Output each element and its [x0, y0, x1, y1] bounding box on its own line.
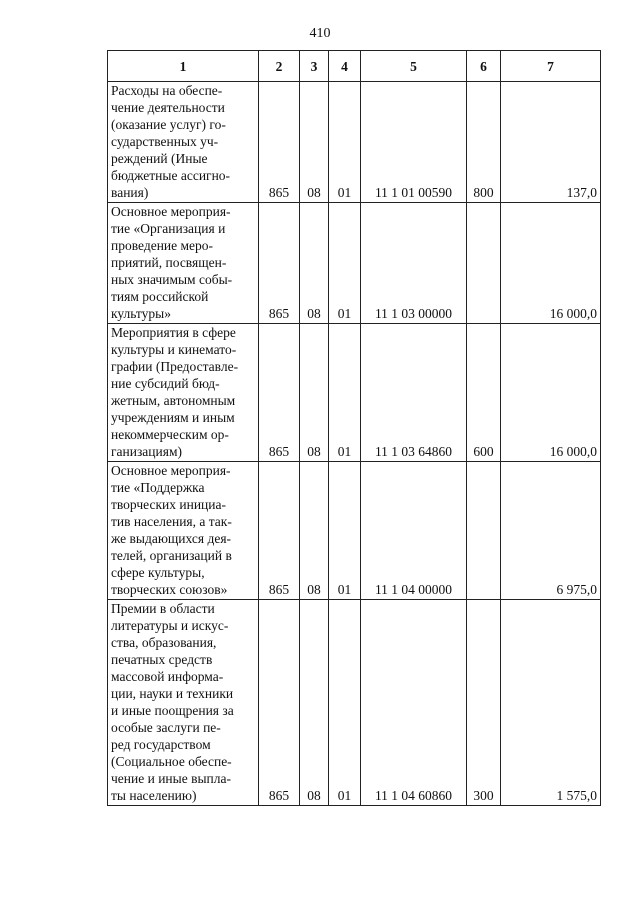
sum-cell: 137,0 [501, 82, 601, 203]
row-name-line: культуры и кинемато- [111, 342, 237, 357]
row-name-line: литературы и искус- [111, 618, 229, 633]
vr-cell [467, 203, 501, 324]
row-name-cell [108, 82, 259, 203]
row-name-line: вания) [111, 185, 149, 200]
ved-cell: 865 [259, 203, 300, 324]
row-name-line: некоммерческим ор- [111, 427, 229, 442]
row-name-line: культуры» [111, 306, 171, 321]
row-name-line: Премии в области [111, 601, 215, 616]
sum-cell: 16 000,0 [501, 324, 601, 462]
row-name-line: ганизациям) [111, 444, 183, 459]
row-name-line: ты населению) [111, 788, 197, 803]
row-name-line: же выдающихся дея- [111, 531, 232, 546]
csr-cell: 11 1 04 60860 [361, 600, 467, 806]
row-name-line: Расходы на обеспе- [111, 83, 223, 98]
vr-cell [467, 462, 501, 600]
table-row [108, 203, 601, 324]
row-name-line: тиям российской [111, 289, 209, 304]
row-name-line: (оказание услуг) го- [111, 117, 226, 132]
row-name-line: ции, науки и техники [111, 686, 234, 701]
row-name-line: тие «Поддержка [111, 480, 205, 495]
ved-cell: 865 [259, 82, 300, 203]
sum-cell: 16 000,0 [501, 203, 601, 324]
rz-cell: 08 [300, 82, 329, 203]
column-header: 2 [259, 51, 300, 82]
vr-cell: 600 [467, 324, 501, 462]
csr-cell: 11 1 04 00000 [361, 462, 467, 600]
column-header: 6 [467, 51, 501, 82]
vr-cell: 800 [467, 82, 501, 203]
sum-cell: 6 975,0 [501, 462, 601, 600]
csr-cell: 11 1 01 00590 [361, 82, 467, 203]
row-name-line: графии (Предоставле- [111, 359, 239, 374]
row-name-line: жетным, автономным [111, 393, 236, 408]
rz-cell: 08 [300, 462, 329, 600]
row-name-line: ства, образования, [111, 635, 217, 650]
ved-cell: 865 [259, 462, 300, 600]
vr-cell: 300 [467, 600, 501, 806]
row-name-line: тие «Организация и [111, 221, 226, 236]
pr-cell: 01 [329, 324, 361, 462]
row-name-line: бюджетные ассигно- [111, 168, 231, 183]
rz-cell: 08 [300, 600, 329, 806]
row-name-line: особые заслуги пе- [111, 720, 221, 735]
row-name-line: Основное мероприя- [111, 204, 231, 219]
pr-cell: 01 [329, 462, 361, 600]
sum-cell: 1 575,0 [501, 600, 601, 806]
row-name-cell [108, 462, 259, 600]
row-name-line: творческих союзов» [111, 582, 228, 597]
row-name-line: ние субсидий бюд- [111, 376, 220, 391]
row-name-line: ных значимым собы- [111, 272, 233, 287]
table-row [108, 600, 601, 806]
row-name-line: сфере культуры, [111, 565, 205, 580]
row-name-line: Основное мероприя- [111, 463, 231, 478]
table-header-row [108, 51, 601, 82]
column-header: 7 [501, 51, 601, 82]
row-name-line: чение и иные выпла- [111, 771, 231, 786]
row-name-line: ред государством [111, 737, 211, 752]
rz-cell: 08 [300, 324, 329, 462]
row-name-line: (Социальное обеспе- [111, 754, 232, 769]
row-name-line: печатных средств [111, 652, 213, 667]
page-number: 410 [309, 26, 331, 41]
row-name-cell [108, 600, 259, 806]
ved-cell: 865 [259, 600, 300, 806]
column-header: 4 [329, 51, 361, 82]
csr-cell: 11 1 03 64860 [361, 324, 467, 462]
row-name-line: проведение меро- [111, 238, 214, 253]
row-name-line: сударственных уч- [111, 134, 219, 149]
row-name-line: творческих инициа- [111, 497, 226, 512]
row-name-line: чение деятельности [111, 100, 225, 115]
column-header: 3 [300, 51, 329, 82]
row-name-line: приятий, посвящен- [111, 255, 227, 270]
row-name-cell [108, 324, 259, 462]
row-name-line: массовой информа- [111, 669, 224, 684]
pr-cell: 01 [329, 600, 361, 806]
table-row [108, 462, 601, 600]
ved-cell: 865 [259, 324, 300, 462]
table-row [108, 82, 601, 203]
pr-cell: 01 [329, 203, 361, 324]
row-name-line: телей, организаций в [111, 548, 232, 563]
csr-cell: 11 1 03 00000 [361, 203, 467, 324]
pr-cell: 01 [329, 82, 361, 203]
table-row [108, 324, 601, 462]
row-name-line: учреждениям и иным [111, 410, 235, 425]
column-header: 1 [108, 51, 259, 82]
row-name-line: тив населения, а так- [111, 514, 232, 529]
row-name-line: Мероприятия в сфере [111, 325, 236, 340]
row-name-cell [108, 203, 259, 324]
row-name-line: и иные поощрения за [111, 703, 234, 718]
row-name-line: реждений (Иные [111, 151, 208, 166]
rz-cell: 08 [300, 203, 329, 324]
column-header: 5 [361, 51, 467, 82]
budget-table [107, 50, 601, 806]
